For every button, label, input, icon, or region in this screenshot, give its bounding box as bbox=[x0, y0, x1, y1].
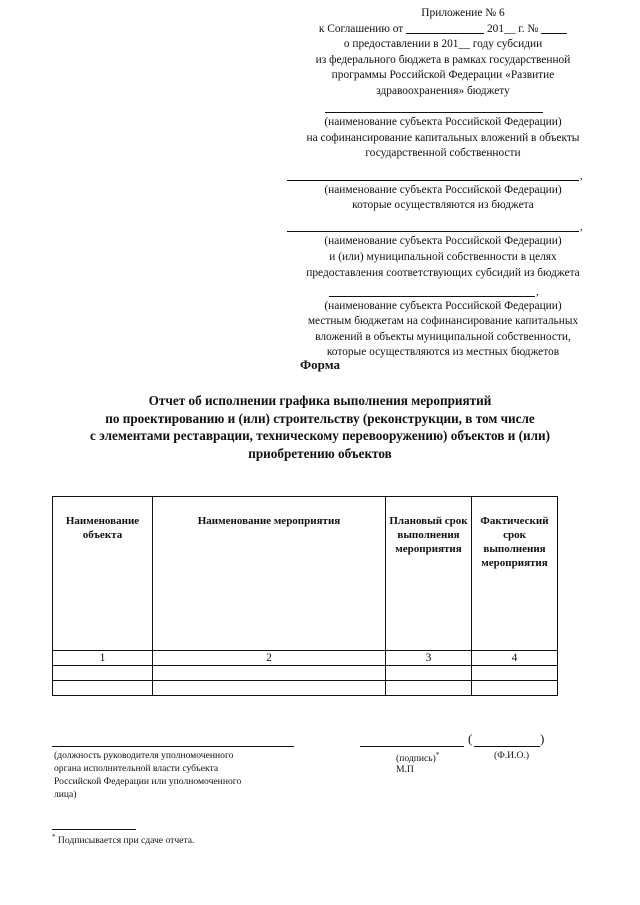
annex-line-18: которые осуществляются из местных бюджетов bbox=[326, 346, 560, 359]
annex-line-9: государственной собственности bbox=[365, 147, 521, 160]
hint-subject-3: (наименование субъекта Российской Федерации) bbox=[324, 235, 562, 248]
footnote bbox=[52, 833, 194, 846]
subject-blank-1 bbox=[278, 100, 608, 116]
position-caption bbox=[54, 749, 294, 801]
subject-blank-4: , bbox=[278, 283, 608, 299]
annex-line-11: которые осуществляются из бюджета bbox=[352, 199, 534, 212]
table-number-row bbox=[53, 651, 558, 666]
report-table bbox=[52, 496, 558, 696]
table-row bbox=[53, 666, 558, 681]
hint-subject-2: (наименование субъекта Российской Федерации) bbox=[324, 183, 562, 196]
report-title-line-4: приобретению объектов bbox=[248, 445, 392, 461]
header-planned-term-l1: Плановый срок bbox=[389, 515, 468, 527]
annex-line-5: программы Российской Федерации «Развитие bbox=[331, 69, 555, 82]
report-title-line-1: Отчет об исполнении графика выполнения мероприятий bbox=[148, 393, 492, 408]
header-actual-term-l3: выполнения bbox=[483, 543, 546, 555]
agreement-line bbox=[278, 22, 608, 38]
col-number-1: 1 bbox=[53, 651, 153, 666]
header-planned-term-l2: выполнения bbox=[397, 529, 460, 541]
annex-line-16: местным бюджетам на софинансирование капитальных bbox=[307, 315, 579, 328]
stamp-label: М.П bbox=[396, 764, 414, 775]
header-activity-name bbox=[153, 497, 386, 651]
fio-line bbox=[474, 746, 540, 747]
fio-label: (Ф.И.О.) bbox=[494, 750, 530, 761]
annex-line-14: предоставления соответствующих субсидий из бюджета bbox=[306, 266, 580, 279]
annex-line-17: вложений в объекты муниципальной собственности, bbox=[315, 330, 571, 343]
header-actual-term-l2: срок bbox=[503, 529, 526, 541]
signature-label: (подпись) bbox=[396, 753, 436, 765]
annex-line-13: и (или) муниципальной собственности в целях bbox=[329, 250, 557, 263]
table-cell[interactable] bbox=[53, 666, 153, 681]
header-planned-term bbox=[386, 497, 472, 651]
table-cell[interactable] bbox=[386, 681, 472, 696]
table-cell[interactable] bbox=[386, 666, 472, 681]
table-cell[interactable] bbox=[472, 681, 558, 696]
annex-line-6: здравоохранения» бюджету bbox=[376, 84, 510, 97]
col-number-2: 2 bbox=[153, 651, 386, 666]
report-title-line-3: с элементами реставрации, техническому перевооружению) объектов и (или) bbox=[90, 428, 550, 443]
report-title bbox=[40, 392, 600, 462]
header-actual-term-l1: Фактический bbox=[480, 515, 549, 527]
subject-blank-2: , bbox=[278, 167, 608, 183]
col-number-3: 3 bbox=[386, 651, 472, 666]
header-actual-term-l4: мероприятия bbox=[481, 557, 548, 569]
position-caption-l2: органа исполнительной власти субъекта bbox=[54, 763, 219, 774]
footnote-separator bbox=[52, 829, 136, 830]
table-cell[interactable] bbox=[472, 666, 558, 681]
position-caption-l1: (должность руководителя уполномоченного bbox=[54, 750, 234, 761]
agreement-date-field bbox=[406, 22, 484, 34]
fio-close-paren: ) bbox=[540, 731, 545, 746]
form-label: Форма bbox=[300, 357, 340, 372]
agreement-year: 201__ г. № bbox=[486, 22, 539, 35]
header-object-name-l2: объекта bbox=[82, 529, 123, 541]
table-cell[interactable] bbox=[53, 681, 153, 696]
annex-line-8: на софинансирование капитальных вложений в объекты bbox=[306, 131, 580, 144]
signature-line bbox=[360, 746, 464, 747]
annex-header bbox=[278, 6, 608, 361]
header-activity-name-l1: Наименование мероприятия bbox=[197, 515, 341, 527]
fio-open-paren: ( bbox=[468, 731, 473, 746]
signature-mark: * bbox=[435, 751, 440, 759]
annex-line-3: о предоставлении в 201__ году субсидии bbox=[343, 38, 543, 51]
position-caption-l4: лица) bbox=[54, 789, 77, 800]
position-line bbox=[52, 746, 294, 747]
footnote-mark: * bbox=[52, 833, 56, 841]
hint-subject-1: (наименование субъекта Российской Федерации) bbox=[324, 116, 562, 129]
table-cell[interactable] bbox=[153, 681, 386, 696]
footnote-text: Подписывается при сдаче отчета. bbox=[57, 835, 195, 847]
subject-blank-3: , bbox=[278, 219, 608, 235]
table-cell[interactable] bbox=[153, 666, 386, 681]
agreement-prefix: к Соглашению от bbox=[318, 22, 404, 35]
position-caption-l3: Российской Федерации или уполномоченного bbox=[54, 776, 242, 787]
agreement-number-field bbox=[541, 22, 567, 34]
report-title-line-2: по проектированию и (или) строительству (реконструкции, в том числе bbox=[105, 410, 535, 426]
header-actual-term bbox=[472, 497, 558, 651]
hint-subject-4: (наименование субъекта Российской Федерации) bbox=[324, 299, 562, 312]
annex-line-4: из федерального бюджета в рамках государственной bbox=[315, 53, 571, 66]
header-object-name-l1: Наименование bbox=[65, 515, 140, 527]
header-object-name bbox=[53, 497, 153, 651]
col-number-4: 4 bbox=[472, 651, 558, 666]
header-planned-term-l3: мероприятия bbox=[395, 543, 462, 555]
table-row bbox=[53, 681, 558, 696]
annex-heading: Приложение № 6 bbox=[421, 7, 505, 19]
table-header-row bbox=[53, 497, 558, 651]
